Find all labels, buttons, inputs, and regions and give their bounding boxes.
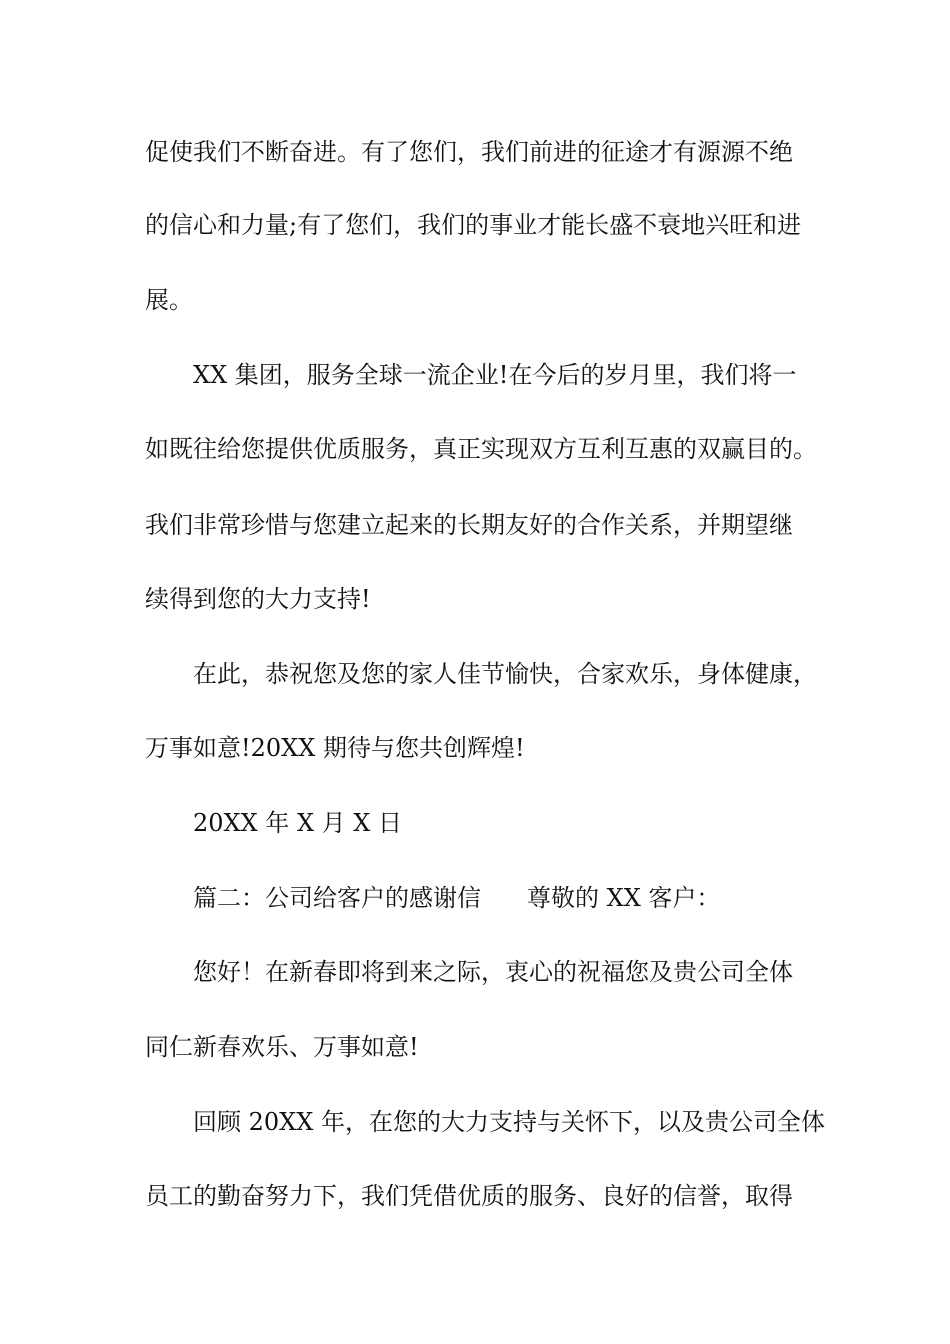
- paragraph-line: 如既往给您提供优质服务，真正实现双方互利互惠的双赢目的。: [145, 435, 817, 463]
- paragraph-line: 您好！在新春即将到来之际，衷心的祝福您及贵公司全体: [193, 958, 793, 986]
- paragraph-line: 展。: [145, 286, 193, 314]
- paragraph-line: 我们非常珍惜与您建立起来的长期友好的合作关系，并期望继: [145, 511, 793, 539]
- paragraph-line: XX 集团，服务全球一流企业!在今后的岁月里，我们将一: [193, 361, 797, 389]
- paragraph-line: 万事如意!20XX 期待与您共创辉煌!: [145, 734, 525, 762]
- paragraph-line: 促使我们不断奋进。有了您们，我们前进的征途才有源源不绝: [145, 138, 793, 166]
- section-heading-line: [193, 883, 873, 913]
- paragraph-line: 在此，恭祝您及您的家人佳节愉快，合家欢乐，身体健康，: [193, 660, 817, 688]
- salutation: 尊敬的 XX 客户：: [527, 884, 721, 912]
- paragraph-line: 回顾 20XX 年，在您的大力支持与关怀下，以及贵公司全体: [193, 1108, 825, 1136]
- paragraph-line: 员工的勤奋努力下，我们凭借优质的服务、良好的信誉，取得: [145, 1182, 793, 1210]
- date-line: 20XX 年 X 月 X 日: [193, 809, 403, 837]
- paragraph-line: 同仁新春欢乐、万事如意!: [145, 1033, 419, 1061]
- section-heading: 篇二：公司给客户的感谢信: [193, 884, 481, 912]
- paragraph-line: 的信心和力量;有了您们，我们的事业才能长盛不衰地兴旺和进: [145, 211, 802, 239]
- paragraph-line: 续得到您的大力支持!: [145, 585, 371, 613]
